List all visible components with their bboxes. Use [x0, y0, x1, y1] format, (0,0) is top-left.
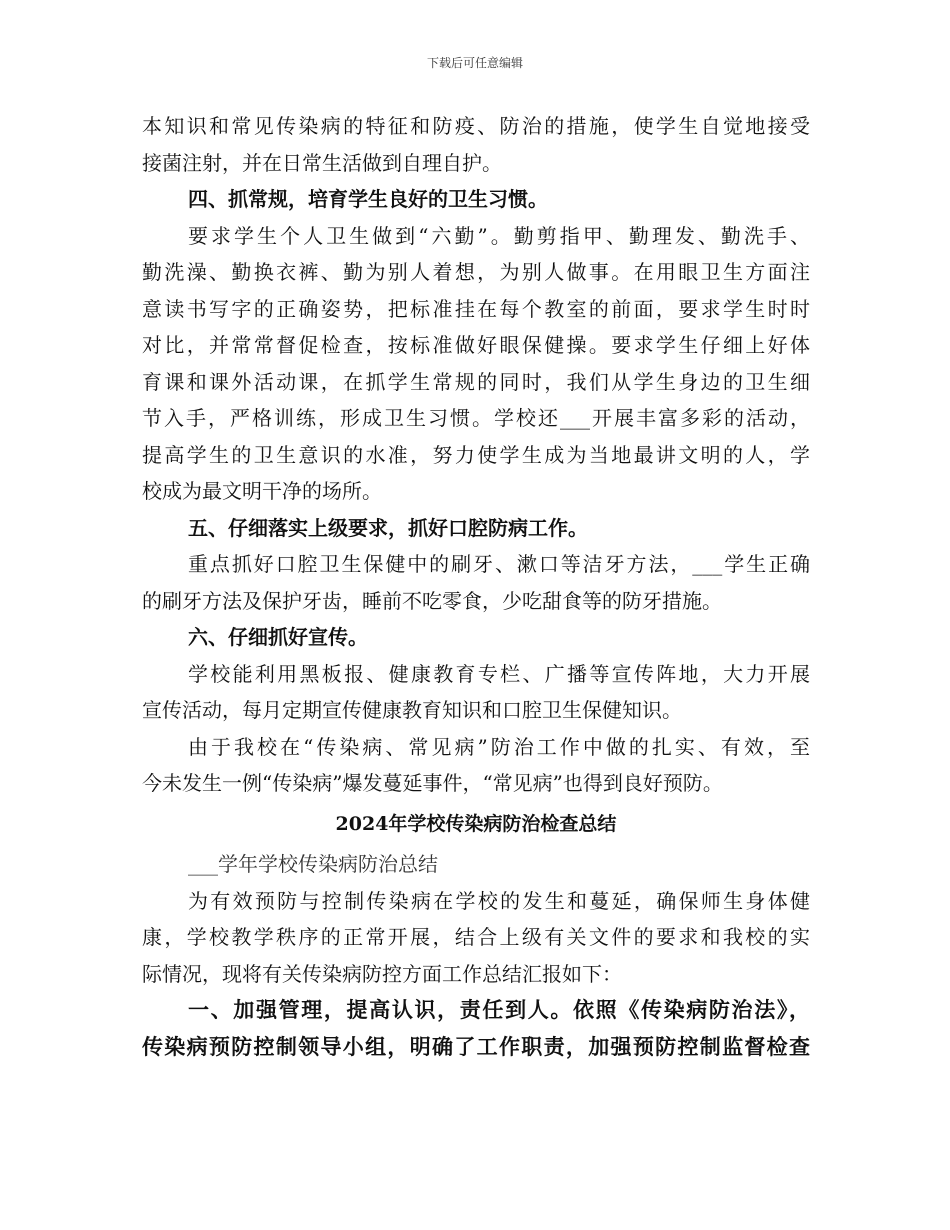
page-header-note: 下载后可任意编辑: [426, 56, 523, 70]
paragraph-line: 意读书写字的正确姿势，把标准挂在每个教室的前面，要求学生时时: [142, 296, 810, 321]
paragraph-line: 学校能利用黑板报、健康教育专栏、广播等宣传阵地，大力开展: [188, 661, 810, 686]
section-heading-4: 四、抓常规，培育学生良好的卫生习惯。: [188, 187, 548, 211]
document-title: 2024年学校传染病防治检查总结: [335, 812, 617, 835]
paragraph-line-bold: 传染病预防控制领导小组，明确了工作职责，加强预防控制监督检查: [142, 1033, 810, 1059]
paragraph-line: 育课和课外活动课，在抓学生常规的同时，我们从学生身边的卫生细: [142, 369, 810, 394]
section-heading-6: 六、仔细抓好宣传。: [188, 625, 368, 649]
paragraph-line: 接菌注射，并在日常生活做到自理自护。: [142, 150, 502, 175]
paragraph-line: 提高学生的卫生意识的水准，努力使学生成为当地最讲文明的人，学: [142, 442, 810, 467]
paragraph-line: 对比，并常常督促检查，按标准做好眼保健操。要求学生仔细上好体: [142, 333, 810, 357]
paragraph-line: 宣传活动，每月定期宣传健康教育知识和口腔卫生保健知识。: [142, 698, 682, 722]
section-heading-5: 五、仔细落实上级要求，抓好口腔防病工作。: [188, 515, 588, 540]
document-subtitle: ___学年学校传染病防治总结: [188, 852, 438, 876]
paragraph-line: 的刷牙方法及保护牙齿，睡前不吃零食，少吃甜食等的防牙措施。: [142, 588, 722, 613]
paragraph-line: 际情况，现将有关传染病防控方面工作总结汇报如下：: [142, 961, 622, 986]
document-body: [142, 108, 810, 1065]
paragraph-line: 勤洗澡、勤换衣裤、勤为别人着想，为别人做事。在用眼卫生方面注: [142, 260, 810, 284]
paragraph-line: 要求学生个人卫生做到“六勤”。勤剪指甲、勤理发、勤洗手、: [188, 223, 810, 248]
paragraph-line: 为有效预防与控制传染病在学校的发生和蔓延，确保师生身体健: [188, 888, 810, 913]
paragraph-line: 康，学校教学秩序的正常开展，结合上级有关文件的要求和我校的实: [142, 925, 810, 949]
paragraph-line: 今未发生一例“传染病”爆发蔓延事件，“常见病”也得到良好预防。: [142, 771, 723, 795]
paragraph-line: 由于我校在“传染病、常见病”防治工作中做的扎实、有效，至: [188, 734, 810, 759]
paragraph-line: 校成为最文明干净的场所。: [142, 479, 382, 503]
paragraph-line: 本知识和常见传染病的特征和防疫、防治的措施，使学生自觉地接受: [142, 114, 810, 138]
paragraph-line: 节入手，严格训练，形成卫生习惯。学校还___开展丰富多彩的活动，: [142, 406, 810, 430]
section-heading-1: 一、加强管理，提高认识，责任到人。依照《传染病防治法》，: [188, 997, 810, 1022]
paragraph-line: 重点抓好口腔卫生保健中的刷牙、漱口等洁牙方法，___学生正确: [188, 552, 810, 576]
